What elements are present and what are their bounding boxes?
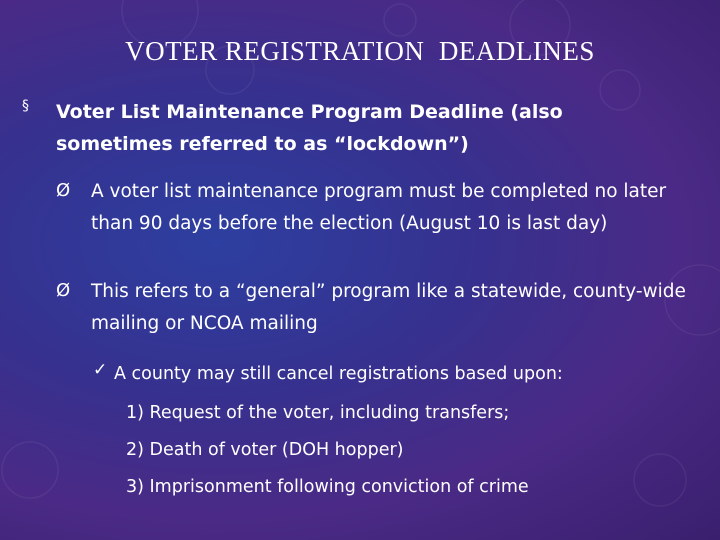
sub-item: 3) Imprisonment following conviction of crime [126,477,529,497]
arrow-bullet-icon: Ø [56,280,71,301]
sub-item: 2) Death of voter (DOH hopper) [126,440,404,460]
sub-item: 1) Request of the voter, including transfers; [126,403,510,423]
bullet-level2-text: This refers to a “general” program like a statewide, county-wide mailing or NCOA mailing [91,281,686,334]
slide-title: VOTER REGISTRATION DEADLINES [125,36,595,66]
bullet-level2-text: A voter list maintenance program must be completed no later than 90 days before the election (August 10 is last day) [91,181,667,234]
square-bullet-icon: § [22,98,29,114]
bullet-level3-text: A county may still cancel registrations based upon: [114,364,563,384]
arrow-bullet-icon: Ø [56,180,71,201]
checkmark-bullet-icon: ✓ [93,360,108,380]
bullet-level1-text: Voter List Maintenance Program Deadline (also sometimes referred to as “lockdown”) [56,101,563,155]
